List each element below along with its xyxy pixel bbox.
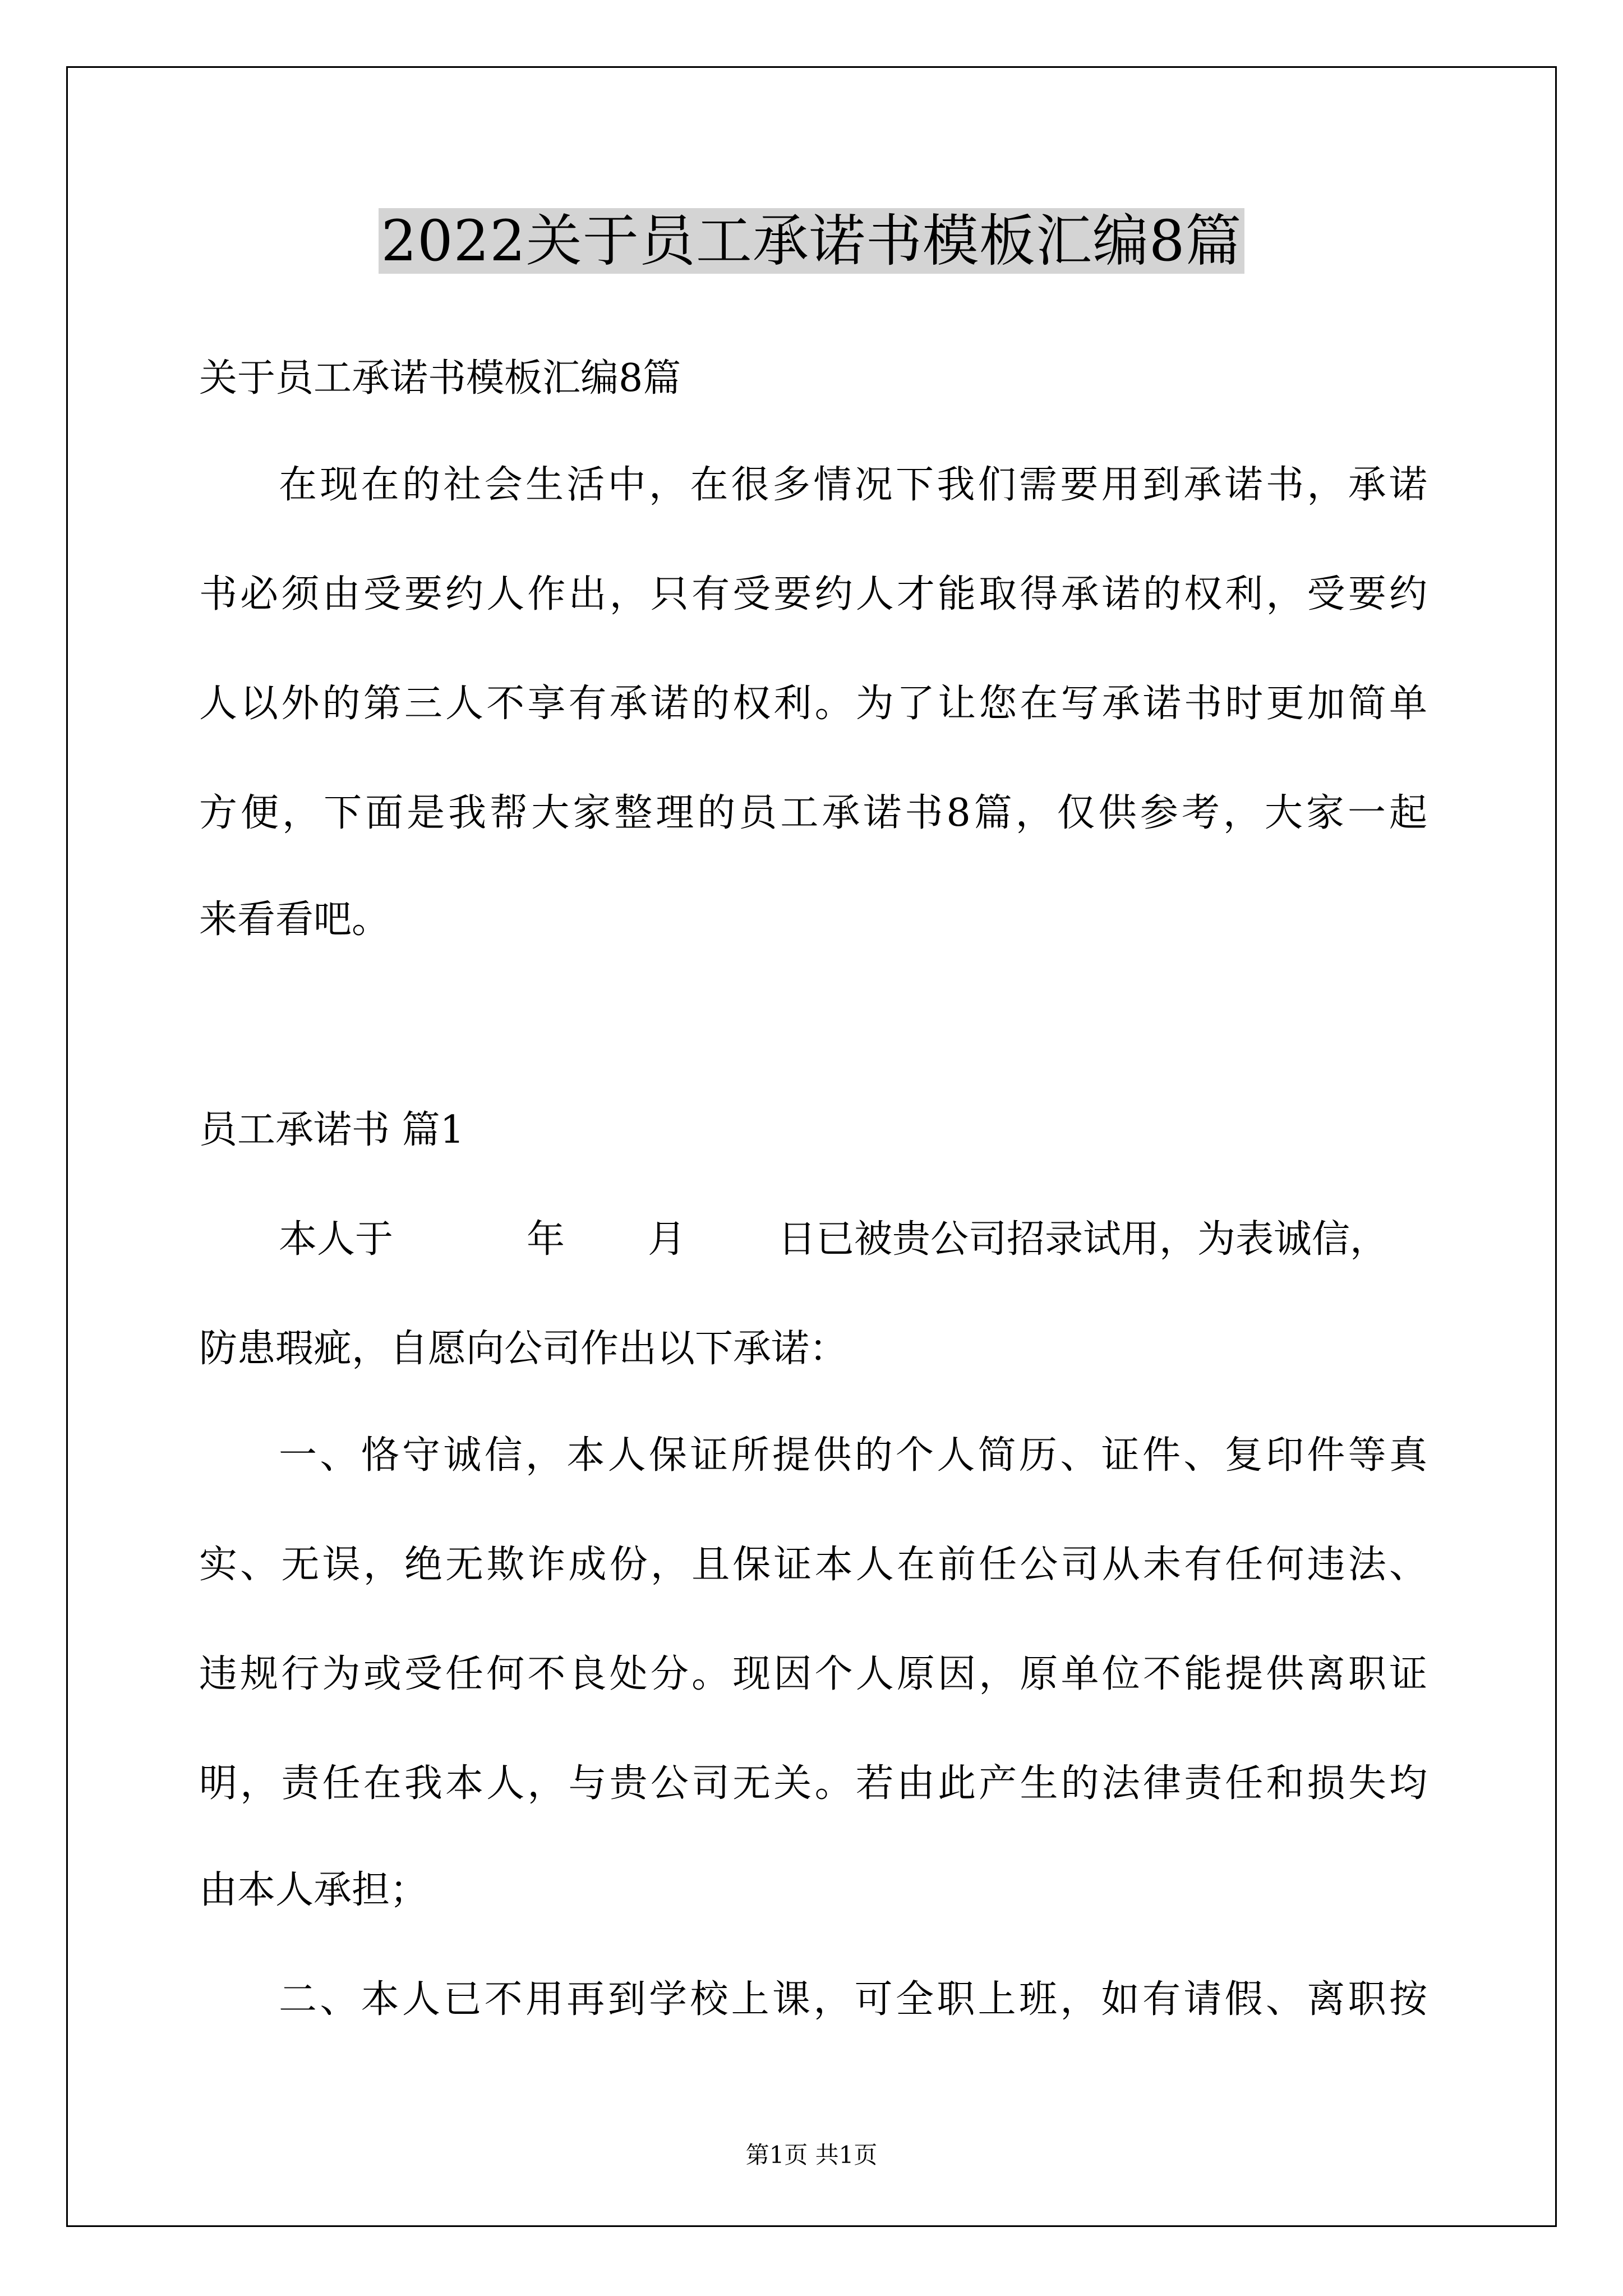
body-line-1: 防患瑕疵，自愿向公司作出以下承诺： [199, 1327, 848, 1371]
intro-line-4: 方便，下面是我帮大家整理的员工承诺书8篇，仅供参考，大家一起 [199, 791, 1427, 835]
date-line-month: 月 [648, 1217, 686, 1262]
body-line-5: 明，责任在我本人，与贵公司无关。若由此产生的法律责任和损失均 [199, 1761, 1427, 1806]
body-line-3: 实、无误，绝无欺诈成份，且保证本人在前任公司从未有任何违法、 [199, 1543, 1427, 1587]
intro-line-5: 来看看吧。 [199, 898, 390, 942]
date-line [279, 1212, 1427, 1268]
date-line-rest: 日已被贵公司招录试用，为表诚信， [778, 1217, 1389, 1262]
page-number-footer: 第1页 共1页 [745, 2141, 878, 2169]
document-subtitle: 关于员工承诺书模板汇编8篇 [199, 356, 681, 401]
date-line-year: 年 [527, 1217, 565, 1262]
section-heading: 员工承诺书 篇1 [199, 1108, 464, 1152]
body-line-2: 一、恪守诚信，本人保证所提供的个人简历、证件、复印件等真 [279, 1433, 1427, 1478]
body-line-6: 由本人承担； [199, 1868, 428, 1912]
intro-line-2: 书必须由受要约人作出，只有受要约人才能取得承诺的权利，受要约 [199, 572, 1427, 616]
date-line-prefix: 本人于 [279, 1217, 394, 1262]
body-line-4: 违规行为或受任何不良处分。现因个人原因，原单位不能提供离职证 [199, 1652, 1427, 1696]
document-title-text: 2022关于员工承诺书模板汇编8篇 [379, 208, 1244, 274]
body-line-7: 二、本人已不用再到学校上课，可全职上班，如有请假、离职按 [279, 1977, 1427, 2022]
intro-line-1: 在现在的社会生活中，在很多情况下我们需要用到承诺书，承诺 [279, 463, 1427, 507]
intro-line-3: 人以外的第三人不享有承诺的权利。为了让您在写承诺书时更加简单 [199, 682, 1427, 726]
document-title [0, 199, 1623, 283]
